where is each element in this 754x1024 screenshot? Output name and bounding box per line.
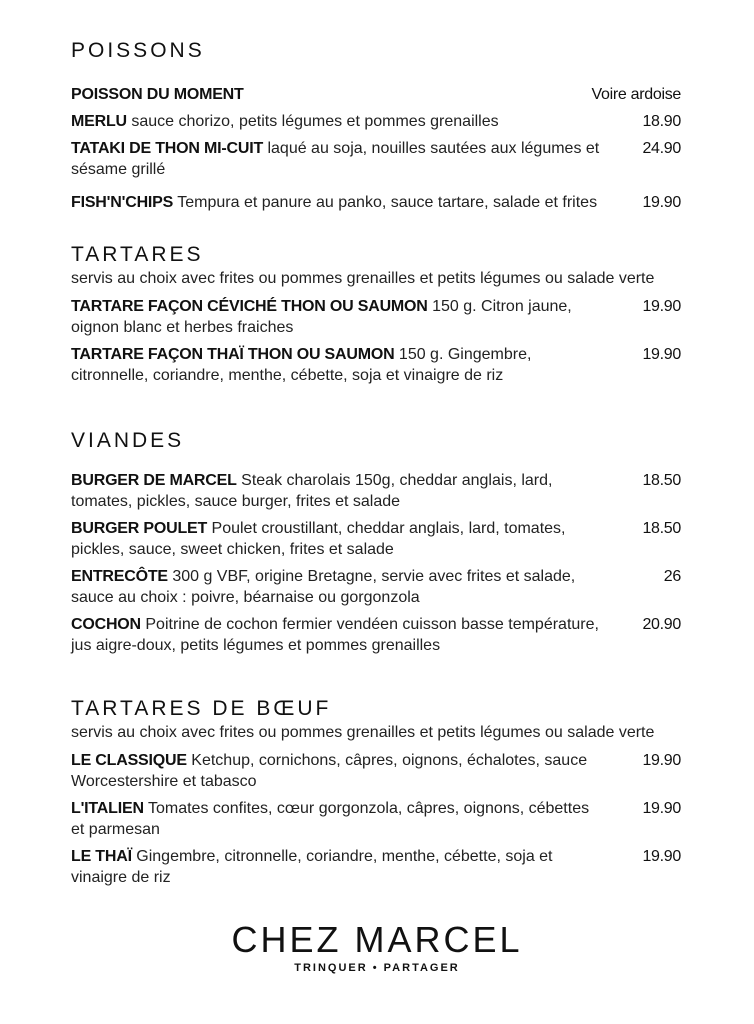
item-name: TARTARE FAÇON THAÏ THON OU SAUMON xyxy=(71,346,395,363)
item-desc: Tempura et panure au panko, sauce tartare, salade et frites xyxy=(173,194,598,211)
item-price: 18.90 xyxy=(642,113,681,130)
item-desc: Poulet croustillant, cheddar anglais, lard, tomates, pickles, sauce, sweet chicken, frites et salade xyxy=(71,520,566,558)
item-desc: Ketchup, cornichons, câpres, oignons, échalotes, sauce Worcestershire et tabasco xyxy=(71,752,588,790)
menu-item xyxy=(71,566,681,608)
section-title: TARTARES DE BŒUF xyxy=(71,697,332,720)
item-name: BURGER POULET xyxy=(71,520,208,537)
menu-item xyxy=(71,344,681,386)
item-name: TARTARE FAÇON CÉVICHÉ THON OU SAUMON xyxy=(71,298,428,315)
item-price: 18.50 xyxy=(642,520,681,537)
section-tartares xyxy=(71,242,681,386)
item-name: L'ITALIEN xyxy=(71,800,144,817)
item-desc: laqué au soja, nouilles sautées aux légumes et sésame grillé xyxy=(71,140,600,178)
item-desc: 300 g VBF, origine Bretagne, servie avec frites et salade, sauce au choix : poivre, béarnaise ou gorgonzola xyxy=(71,568,576,606)
item-desc: sauce chorizo, petits légumes et pommes grenailles xyxy=(126,113,499,130)
menu-item xyxy=(71,296,681,338)
menu-item xyxy=(71,192,681,213)
section-title: POISSONS xyxy=(71,39,205,62)
section-title: TARTARES xyxy=(71,243,204,266)
item-name: COCHON xyxy=(71,616,141,633)
logo-title: CHEZ MARCEL xyxy=(231,919,523,960)
menu-item xyxy=(71,518,681,560)
item-price: 19.90 xyxy=(642,298,681,315)
item-price: 19.90 xyxy=(642,848,681,865)
item-price: Voire ardoise xyxy=(591,86,681,103)
item-price: 19.90 xyxy=(642,346,681,363)
menu-item xyxy=(71,750,681,792)
section-viandes xyxy=(71,428,681,656)
item-desc: 150 g. Gingembre, citronnelle, coriandre, menthe, cébette, soja et vinaigre de riz xyxy=(71,346,532,384)
item-desc: Gingembre, citronnelle, coriandre, menthe, cébette, soja et vinaigre de riz xyxy=(71,848,553,886)
logo-tagline: TRINQUER • PARTAGER xyxy=(294,962,460,974)
menu-item xyxy=(71,846,681,888)
item-name: BURGER DE MARCEL xyxy=(71,472,237,489)
menu-item xyxy=(71,470,681,512)
item-price: 20.90 xyxy=(642,616,681,633)
section-note: servis au choix avec frites ou pommes grenailles et petits légumes ou salade verte xyxy=(71,724,655,741)
menu-item xyxy=(71,111,681,132)
section-title: VIANDES xyxy=(71,429,185,452)
item-price: 19.90 xyxy=(642,194,681,211)
menu-item xyxy=(71,614,681,656)
menu-item xyxy=(71,84,681,105)
section-note: servis au choix avec frites ou pommes grenailles et petits légumes ou salade verte xyxy=(71,270,655,287)
item-name: ENTRECÔTE xyxy=(71,568,168,585)
item-desc: Steak charolais 150g, cheddar anglais, lard, tomates, pickles, sauce burger, frites et salade xyxy=(71,472,553,510)
menu-item xyxy=(71,138,681,180)
item-name: LE CLASSIQUE xyxy=(71,752,187,769)
item-name: LE THAÏ xyxy=(71,848,132,865)
item-price: 24.90 xyxy=(642,140,681,157)
item-name: FISH'N'CHIPS xyxy=(71,194,174,211)
item-desc: 150 g. Citron jaune, oignon blanc et herbes fraiches xyxy=(71,298,572,336)
item-name: MERLU xyxy=(71,113,127,130)
item-price: 26 xyxy=(663,568,681,585)
item-name: POISSON DU MOMENT xyxy=(71,86,244,103)
restaurant-logo xyxy=(0,920,754,974)
item-price: 19.90 xyxy=(642,752,681,769)
item-desc: Poitrine de cochon fermier vendéen cuisson basse température, jus aigre-doux, petits légumes et pommes grenailles xyxy=(71,616,599,654)
menu-item xyxy=(71,798,681,840)
item-desc: Tomates confites, cœur gorgonzola, câpres, oignons, cébettes et parmesan xyxy=(71,800,590,838)
item-price: 19.90 xyxy=(642,800,681,817)
section-tartares-boeuf xyxy=(71,696,681,888)
item-price: 18.50 xyxy=(642,472,681,489)
item-name: TATAKI DE THON MI-CUIT xyxy=(71,140,264,157)
section-poissons xyxy=(71,38,681,213)
